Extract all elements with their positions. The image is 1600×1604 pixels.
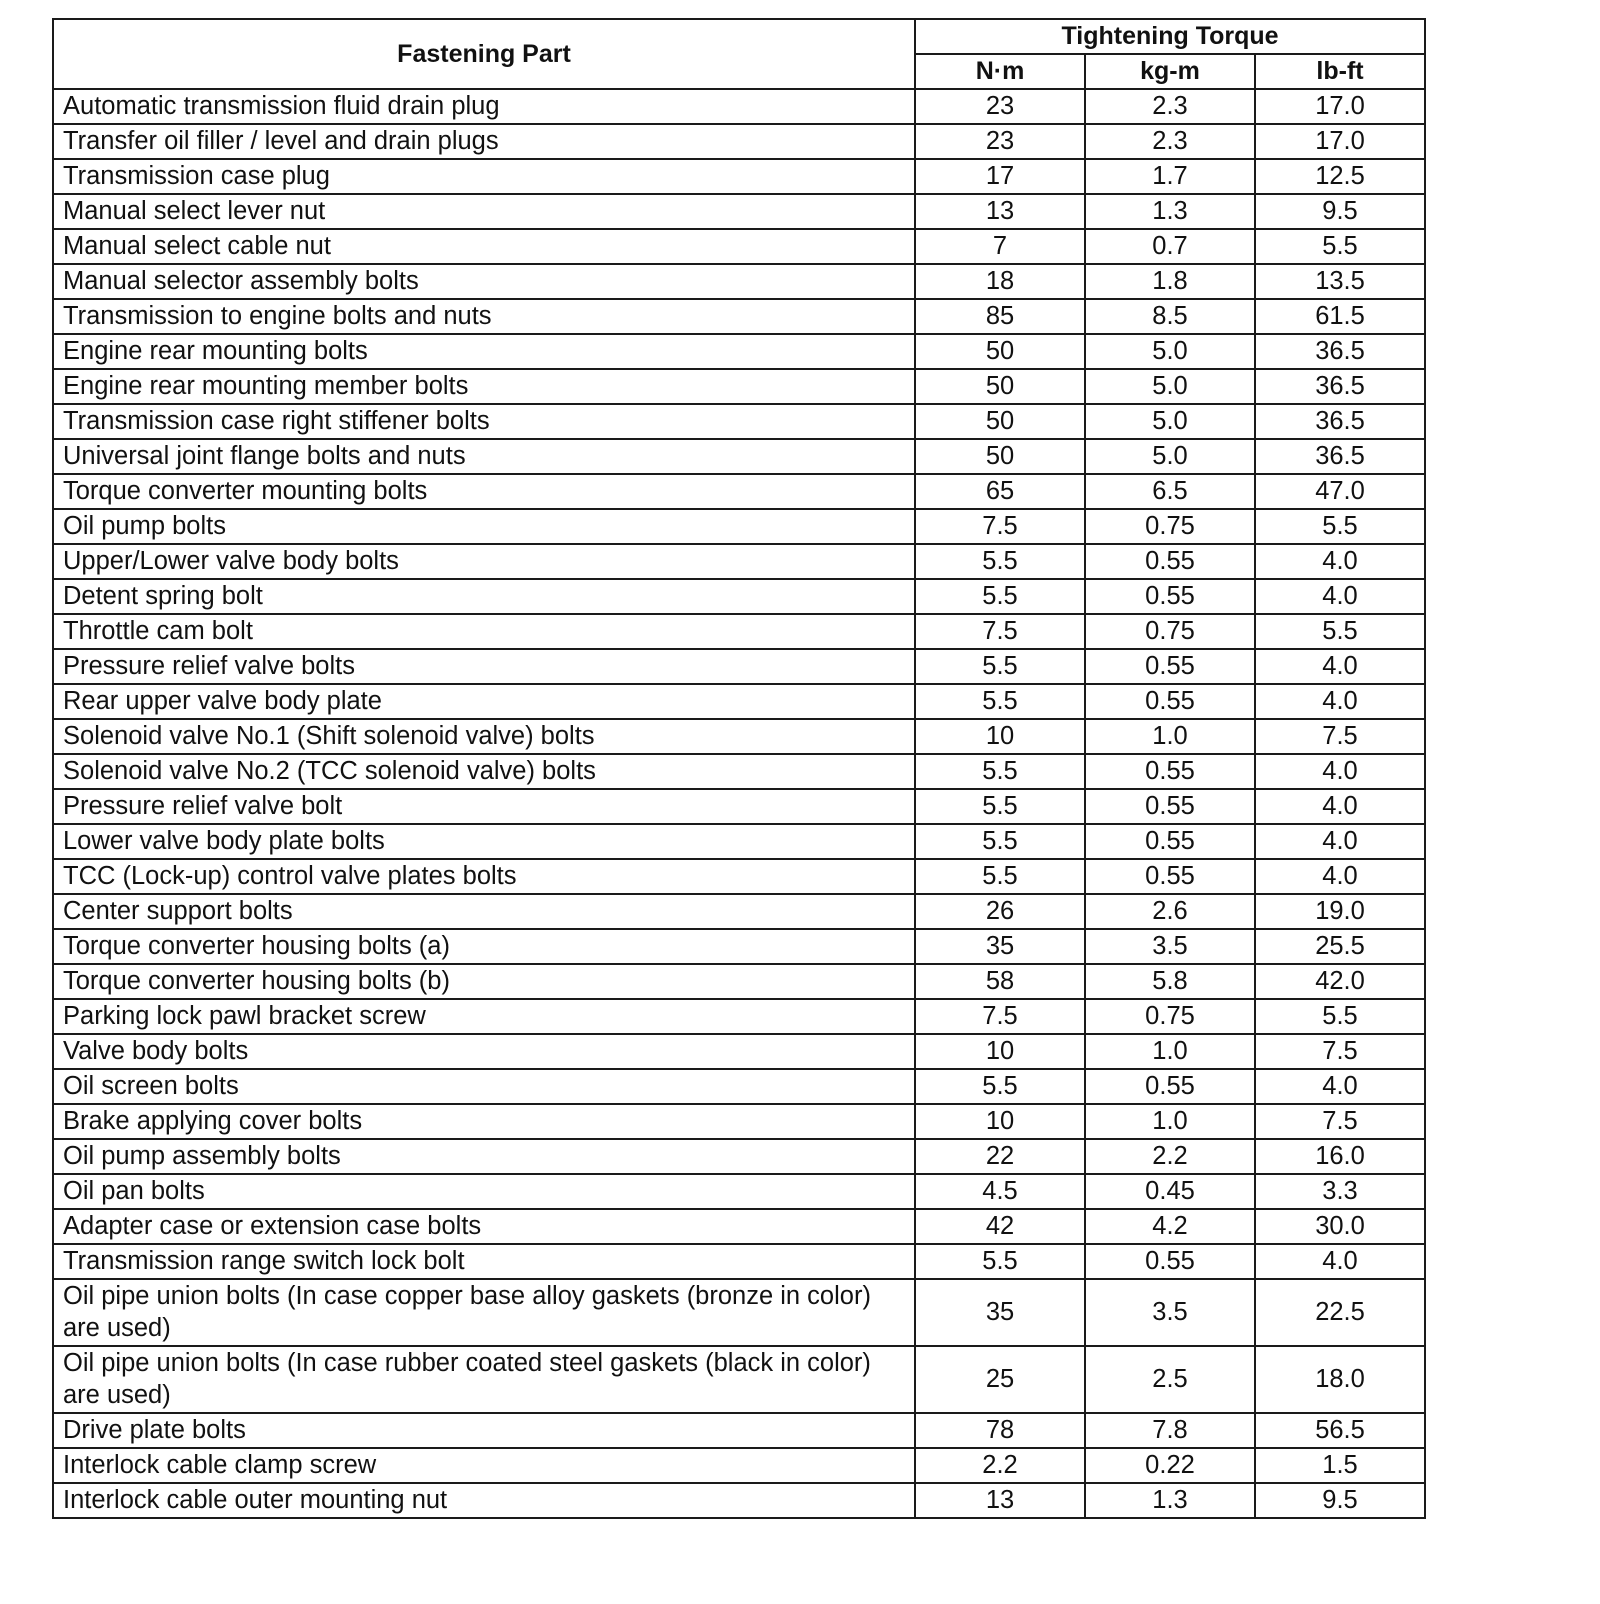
torque-kgm-cell: 5.8 bbox=[1085, 964, 1255, 999]
table-row bbox=[53, 124, 1425, 159]
header-lbft: lb-ft bbox=[1255, 54, 1425, 89]
header-kgm: kg-m bbox=[1085, 54, 1255, 89]
torque-kgm-cell: 0.75 bbox=[1085, 999, 1255, 1034]
torque-lbft-cell: 61.5 bbox=[1255, 299, 1425, 334]
fastening-part-cell: Engine rear mounting bolts bbox=[53, 334, 915, 369]
table-row bbox=[53, 1413, 1425, 1448]
torque-nm-cell: 10 bbox=[915, 1034, 1085, 1069]
table-row bbox=[53, 509, 1425, 544]
torque-nm-cell: 10 bbox=[915, 1104, 1085, 1139]
fastening-part-cell: Upper/Lower valve body bolts bbox=[53, 544, 915, 579]
torque-lbft-cell: 36.5 bbox=[1255, 404, 1425, 439]
fastening-part-cell: Transfer oil filler / level and drain plugs bbox=[53, 124, 915, 159]
torque-kgm-cell: 2.2 bbox=[1085, 1139, 1255, 1174]
torque-nm-cell: 18 bbox=[915, 264, 1085, 299]
torque-lbft-cell: 5.5 bbox=[1255, 614, 1425, 649]
torque-nm-cell: 50 bbox=[915, 404, 1085, 439]
torque-nm-cell: 5.5 bbox=[915, 544, 1085, 579]
fastening-part-cell: Engine rear mounting member bolts bbox=[53, 369, 915, 404]
fastening-part-cell: Oil screen bolts bbox=[53, 1069, 915, 1104]
torque-kgm-cell: 1.0 bbox=[1085, 1034, 1255, 1069]
torque-kgm-cell: 5.0 bbox=[1085, 404, 1255, 439]
torque-kgm-cell: 7.8 bbox=[1085, 1413, 1255, 1448]
torque-nm-cell: 13 bbox=[915, 194, 1085, 229]
table-row bbox=[53, 614, 1425, 649]
torque-kgm-cell: 0.55 bbox=[1085, 754, 1255, 789]
torque-kgm-cell: 5.0 bbox=[1085, 369, 1255, 404]
torque-lbft-cell: 16.0 bbox=[1255, 1139, 1425, 1174]
header-fastening-part: Fastening Part bbox=[53, 19, 915, 89]
torque-kgm-cell: 0.55 bbox=[1085, 579, 1255, 614]
torque-lbft-cell: 36.5 bbox=[1255, 369, 1425, 404]
fastening-part-cell: Detent spring bolt bbox=[53, 579, 915, 614]
header-row-group bbox=[53, 19, 1425, 54]
torque-kgm-cell: 1.3 bbox=[1085, 1483, 1255, 1518]
torque-kgm-cell: 2.3 bbox=[1085, 89, 1255, 124]
torque-lbft-cell: 9.5 bbox=[1255, 1483, 1425, 1518]
torque-nm-cell: 35 bbox=[915, 1279, 1085, 1346]
torque-nm-cell: 50 bbox=[915, 334, 1085, 369]
fastening-part-cell: Lower valve body plate bolts bbox=[53, 824, 915, 859]
table-row bbox=[53, 474, 1425, 509]
fastening-part-cell: Interlock cable clamp screw bbox=[53, 1448, 915, 1483]
fastening-part-cell: Rear upper valve body plate bbox=[53, 684, 915, 719]
table-row bbox=[53, 1483, 1425, 1518]
table-row bbox=[53, 229, 1425, 264]
table-row bbox=[53, 194, 1425, 229]
torque-kgm-cell: 2.5 bbox=[1085, 1346, 1255, 1413]
torque-nm-cell: 5.5 bbox=[915, 1069, 1085, 1104]
torque-nm-cell: 25 bbox=[915, 1346, 1085, 1413]
torque-kgm-cell: 0.75 bbox=[1085, 509, 1255, 544]
torque-kgm-cell: 1.0 bbox=[1085, 719, 1255, 754]
torque-lbft-cell: 9.5 bbox=[1255, 194, 1425, 229]
fastening-part-cell: Manual select cable nut bbox=[53, 229, 915, 264]
torque-kgm-cell: 3.5 bbox=[1085, 929, 1255, 964]
torque-nm-cell: 78 bbox=[915, 1413, 1085, 1448]
fastening-part-cell: Pressure relief valve bolt bbox=[53, 789, 915, 824]
fastening-part-cell: TCC (Lock-up) control valve plates bolts bbox=[53, 859, 915, 894]
table-row bbox=[53, 579, 1425, 614]
torque-kgm-cell: 4.2 bbox=[1085, 1209, 1255, 1244]
table-row bbox=[53, 929, 1425, 964]
torque-kgm-cell: 8.5 bbox=[1085, 299, 1255, 334]
torque-lbft-cell: 4.0 bbox=[1255, 859, 1425, 894]
torque-nm-cell: 5.5 bbox=[915, 684, 1085, 719]
torque-kgm-cell: 0.55 bbox=[1085, 684, 1255, 719]
fastening-part-cell: Solenoid valve No.2 (TCC solenoid valve) bolts bbox=[53, 754, 915, 789]
fastening-part-cell: Transmission case plug bbox=[53, 159, 915, 194]
table-row bbox=[53, 719, 1425, 754]
table-row bbox=[53, 439, 1425, 474]
torque-lbft-cell: 4.0 bbox=[1255, 649, 1425, 684]
torque-nm-cell: 5.5 bbox=[915, 754, 1085, 789]
torque-nm-cell: 42 bbox=[915, 1209, 1085, 1244]
table-row bbox=[53, 1244, 1425, 1279]
torque-kgm-cell: 1.0 bbox=[1085, 1104, 1255, 1139]
torque-lbft-cell: 7.5 bbox=[1255, 719, 1425, 754]
fastening-part-cell: Pressure relief valve bolts bbox=[53, 649, 915, 684]
torque-nm-cell: 5.5 bbox=[915, 1244, 1085, 1279]
torque-nm-cell: 2.2 bbox=[915, 1448, 1085, 1483]
torque-nm-cell: 26 bbox=[915, 894, 1085, 929]
torque-kgm-cell: 0.55 bbox=[1085, 1244, 1255, 1279]
torque-lbft-cell: 17.0 bbox=[1255, 89, 1425, 124]
fastening-part-cell: Brake applying cover bolts bbox=[53, 1104, 915, 1139]
torque-nm-cell: 5.5 bbox=[915, 649, 1085, 684]
torque-lbft-cell: 18.0 bbox=[1255, 1346, 1425, 1413]
torque-nm-cell: 35 bbox=[915, 929, 1085, 964]
fastening-part-cell: Oil pan bolts bbox=[53, 1174, 915, 1209]
torque-kgm-cell: 0.55 bbox=[1085, 649, 1255, 684]
table-row bbox=[53, 544, 1425, 579]
torque-nm-cell: 7.5 bbox=[915, 614, 1085, 649]
torque-lbft-cell: 5.5 bbox=[1255, 509, 1425, 544]
fastening-part-cell: Parking lock pawl bracket screw bbox=[53, 999, 915, 1034]
torque-nm-cell: 5.5 bbox=[915, 789, 1085, 824]
table-row bbox=[53, 999, 1425, 1034]
torque-nm-cell: 5.5 bbox=[915, 859, 1085, 894]
fastening-part-cell: Torque converter housing bolts (a) bbox=[53, 929, 915, 964]
torque-kgm-cell: 0.55 bbox=[1085, 789, 1255, 824]
torque-lbft-cell: 4.0 bbox=[1255, 1244, 1425, 1279]
torque-lbft-cell: 4.0 bbox=[1255, 754, 1425, 789]
torque-kgm-cell: 3.5 bbox=[1085, 1279, 1255, 1346]
table-row bbox=[53, 1034, 1425, 1069]
table-row bbox=[53, 264, 1425, 299]
fastening-part-cell: Adapter case or extension case bolts bbox=[53, 1209, 915, 1244]
torque-nm-cell: 5.5 bbox=[915, 579, 1085, 614]
table-row bbox=[53, 1346, 1425, 1413]
table-row bbox=[53, 684, 1425, 719]
fastening-part-cell: Throttle cam bolt bbox=[53, 614, 915, 649]
table-row bbox=[53, 1174, 1425, 1209]
torque-lbft-cell: 4.0 bbox=[1255, 544, 1425, 579]
torque-nm-cell: 13 bbox=[915, 1483, 1085, 1518]
table-row bbox=[53, 369, 1425, 404]
table-row bbox=[53, 1209, 1425, 1244]
fastening-part-cell: Transmission to engine bolts and nuts bbox=[53, 299, 915, 334]
torque-nm-cell: 50 bbox=[915, 439, 1085, 474]
fastening-part-cell: Center support bolts bbox=[53, 894, 915, 929]
fastening-part-cell: Transmission case right stiffener bolts bbox=[53, 404, 915, 439]
torque-nm-cell: 7.5 bbox=[915, 509, 1085, 544]
torque-lbft-cell: 4.0 bbox=[1255, 684, 1425, 719]
torque-nm-cell: 7 bbox=[915, 229, 1085, 264]
table-row bbox=[53, 334, 1425, 369]
torque-nm-cell: 23 bbox=[915, 89, 1085, 124]
table-row bbox=[53, 299, 1425, 334]
table-row bbox=[53, 159, 1425, 194]
table-row bbox=[53, 1448, 1425, 1483]
torque-lbft-cell: 19.0 bbox=[1255, 894, 1425, 929]
torque-nm-cell: 7.5 bbox=[915, 999, 1085, 1034]
torque-nm-cell: 17 bbox=[915, 159, 1085, 194]
torque-lbft-cell: 5.5 bbox=[1255, 229, 1425, 264]
torque-lbft-cell: 12.5 bbox=[1255, 159, 1425, 194]
torque-kgm-cell: 0.45 bbox=[1085, 1174, 1255, 1209]
torque-nm-cell: 4.5 bbox=[915, 1174, 1085, 1209]
fastening-part-cell: Torque converter mounting bolts bbox=[53, 474, 915, 509]
table-row bbox=[53, 754, 1425, 789]
torque-lbft-cell: 56.5 bbox=[1255, 1413, 1425, 1448]
torque-kgm-cell: 1.3 bbox=[1085, 194, 1255, 229]
table-row bbox=[53, 859, 1425, 894]
torque-lbft-cell: 4.0 bbox=[1255, 579, 1425, 614]
fastening-part-cell: Transmission range switch lock bolt bbox=[53, 1244, 915, 1279]
header-tightening-torque: Tightening Torque bbox=[915, 19, 1425, 54]
table-row bbox=[53, 404, 1425, 439]
torque-nm-cell: 85 bbox=[915, 299, 1085, 334]
torque-kgm-cell: 2.6 bbox=[1085, 894, 1255, 929]
table-row bbox=[53, 89, 1425, 124]
torque-kgm-cell: 0.75 bbox=[1085, 614, 1255, 649]
fastening-part-cell: Drive plate bolts bbox=[53, 1413, 915, 1448]
table-row bbox=[53, 824, 1425, 859]
torque-nm-cell: 10 bbox=[915, 719, 1085, 754]
torque-lbft-cell: 4.0 bbox=[1255, 1069, 1425, 1104]
torque-nm-cell: 58 bbox=[915, 964, 1085, 999]
fastening-part-cell: Oil pipe union bolts (In case copper base alloy gaskets (bronze in color) are used) bbox=[53, 1279, 915, 1346]
fastening-part-cell: Universal joint flange bolts and nuts bbox=[53, 439, 915, 474]
fastening-part-cell: Oil pipe union bolts (In case rubber coated steel gaskets (black in color) are used) bbox=[53, 1346, 915, 1413]
torque-nm-cell: 5.5 bbox=[915, 824, 1085, 859]
table-row bbox=[53, 789, 1425, 824]
torque-kgm-cell: 2.3 bbox=[1085, 124, 1255, 159]
torque-kgm-cell: 0.55 bbox=[1085, 824, 1255, 859]
torque-lbft-cell: 5.5 bbox=[1255, 999, 1425, 1034]
torque-kgm-cell: 6.5 bbox=[1085, 474, 1255, 509]
table-row bbox=[53, 894, 1425, 929]
torque-lbft-cell: 47.0 bbox=[1255, 474, 1425, 509]
torque-lbft-cell: 42.0 bbox=[1255, 964, 1425, 999]
torque-lbft-cell: 25.5 bbox=[1255, 929, 1425, 964]
fastening-part-cell: Interlock cable outer mounting nut bbox=[53, 1483, 915, 1518]
torque-lbft-cell: 22.5 bbox=[1255, 1279, 1425, 1346]
torque-kgm-cell: 5.0 bbox=[1085, 439, 1255, 474]
torque-lbft-cell: 30.0 bbox=[1255, 1209, 1425, 1244]
torque-nm-cell: 50 bbox=[915, 369, 1085, 404]
torque-lbft-cell: 13.5 bbox=[1255, 264, 1425, 299]
torque-kgm-cell: 0.55 bbox=[1085, 859, 1255, 894]
table-row bbox=[53, 1279, 1425, 1346]
torque-nm-cell: 65 bbox=[915, 474, 1085, 509]
table-row bbox=[53, 1139, 1425, 1174]
torque-kgm-cell: 1.8 bbox=[1085, 264, 1255, 299]
table-row bbox=[53, 1104, 1425, 1139]
torque-lbft-cell: 7.5 bbox=[1255, 1104, 1425, 1139]
fastening-part-cell: Manual selector assembly bolts bbox=[53, 264, 915, 299]
fastening-part-cell: Solenoid valve No.1 (Shift solenoid valve) bolts bbox=[53, 719, 915, 754]
torque-kgm-cell: 0.55 bbox=[1085, 544, 1255, 579]
table-row bbox=[53, 1069, 1425, 1104]
table-row bbox=[53, 649, 1425, 684]
torque-nm-cell: 23 bbox=[915, 124, 1085, 159]
torque-kgm-cell: 0.55 bbox=[1085, 1069, 1255, 1104]
header-nm: N·m bbox=[915, 54, 1085, 89]
torque-kgm-cell: 0.22 bbox=[1085, 1448, 1255, 1483]
torque-lbft-cell: 36.5 bbox=[1255, 334, 1425, 369]
torque-lbft-cell: 17.0 bbox=[1255, 124, 1425, 159]
torque-table bbox=[52, 18, 1426, 1519]
torque-lbft-cell: 4.0 bbox=[1255, 824, 1425, 859]
torque-lbft-cell: 1.5 bbox=[1255, 1448, 1425, 1483]
fastening-part-cell: Manual select lever nut bbox=[53, 194, 915, 229]
fastening-part-cell: Automatic transmission fluid drain plug bbox=[53, 89, 915, 124]
fastening-part-cell: Torque converter housing bolts (b) bbox=[53, 964, 915, 999]
torque-kgm-cell: 5.0 bbox=[1085, 334, 1255, 369]
torque-lbft-cell: 7.5 bbox=[1255, 1034, 1425, 1069]
torque-kgm-cell: 1.7 bbox=[1085, 159, 1255, 194]
torque-lbft-cell: 4.0 bbox=[1255, 789, 1425, 824]
table-body bbox=[53, 89, 1425, 1518]
table-row bbox=[53, 964, 1425, 999]
fastening-part-cell: Valve body bolts bbox=[53, 1034, 915, 1069]
torque-lbft-cell: 36.5 bbox=[1255, 439, 1425, 474]
torque-nm-cell: 22 bbox=[915, 1139, 1085, 1174]
fastening-part-cell: Oil pump assembly bolts bbox=[53, 1139, 915, 1174]
fastening-part-cell: Oil pump bolts bbox=[53, 509, 915, 544]
torque-lbft-cell: 3.3 bbox=[1255, 1174, 1425, 1209]
torque-kgm-cell: 0.7 bbox=[1085, 229, 1255, 264]
